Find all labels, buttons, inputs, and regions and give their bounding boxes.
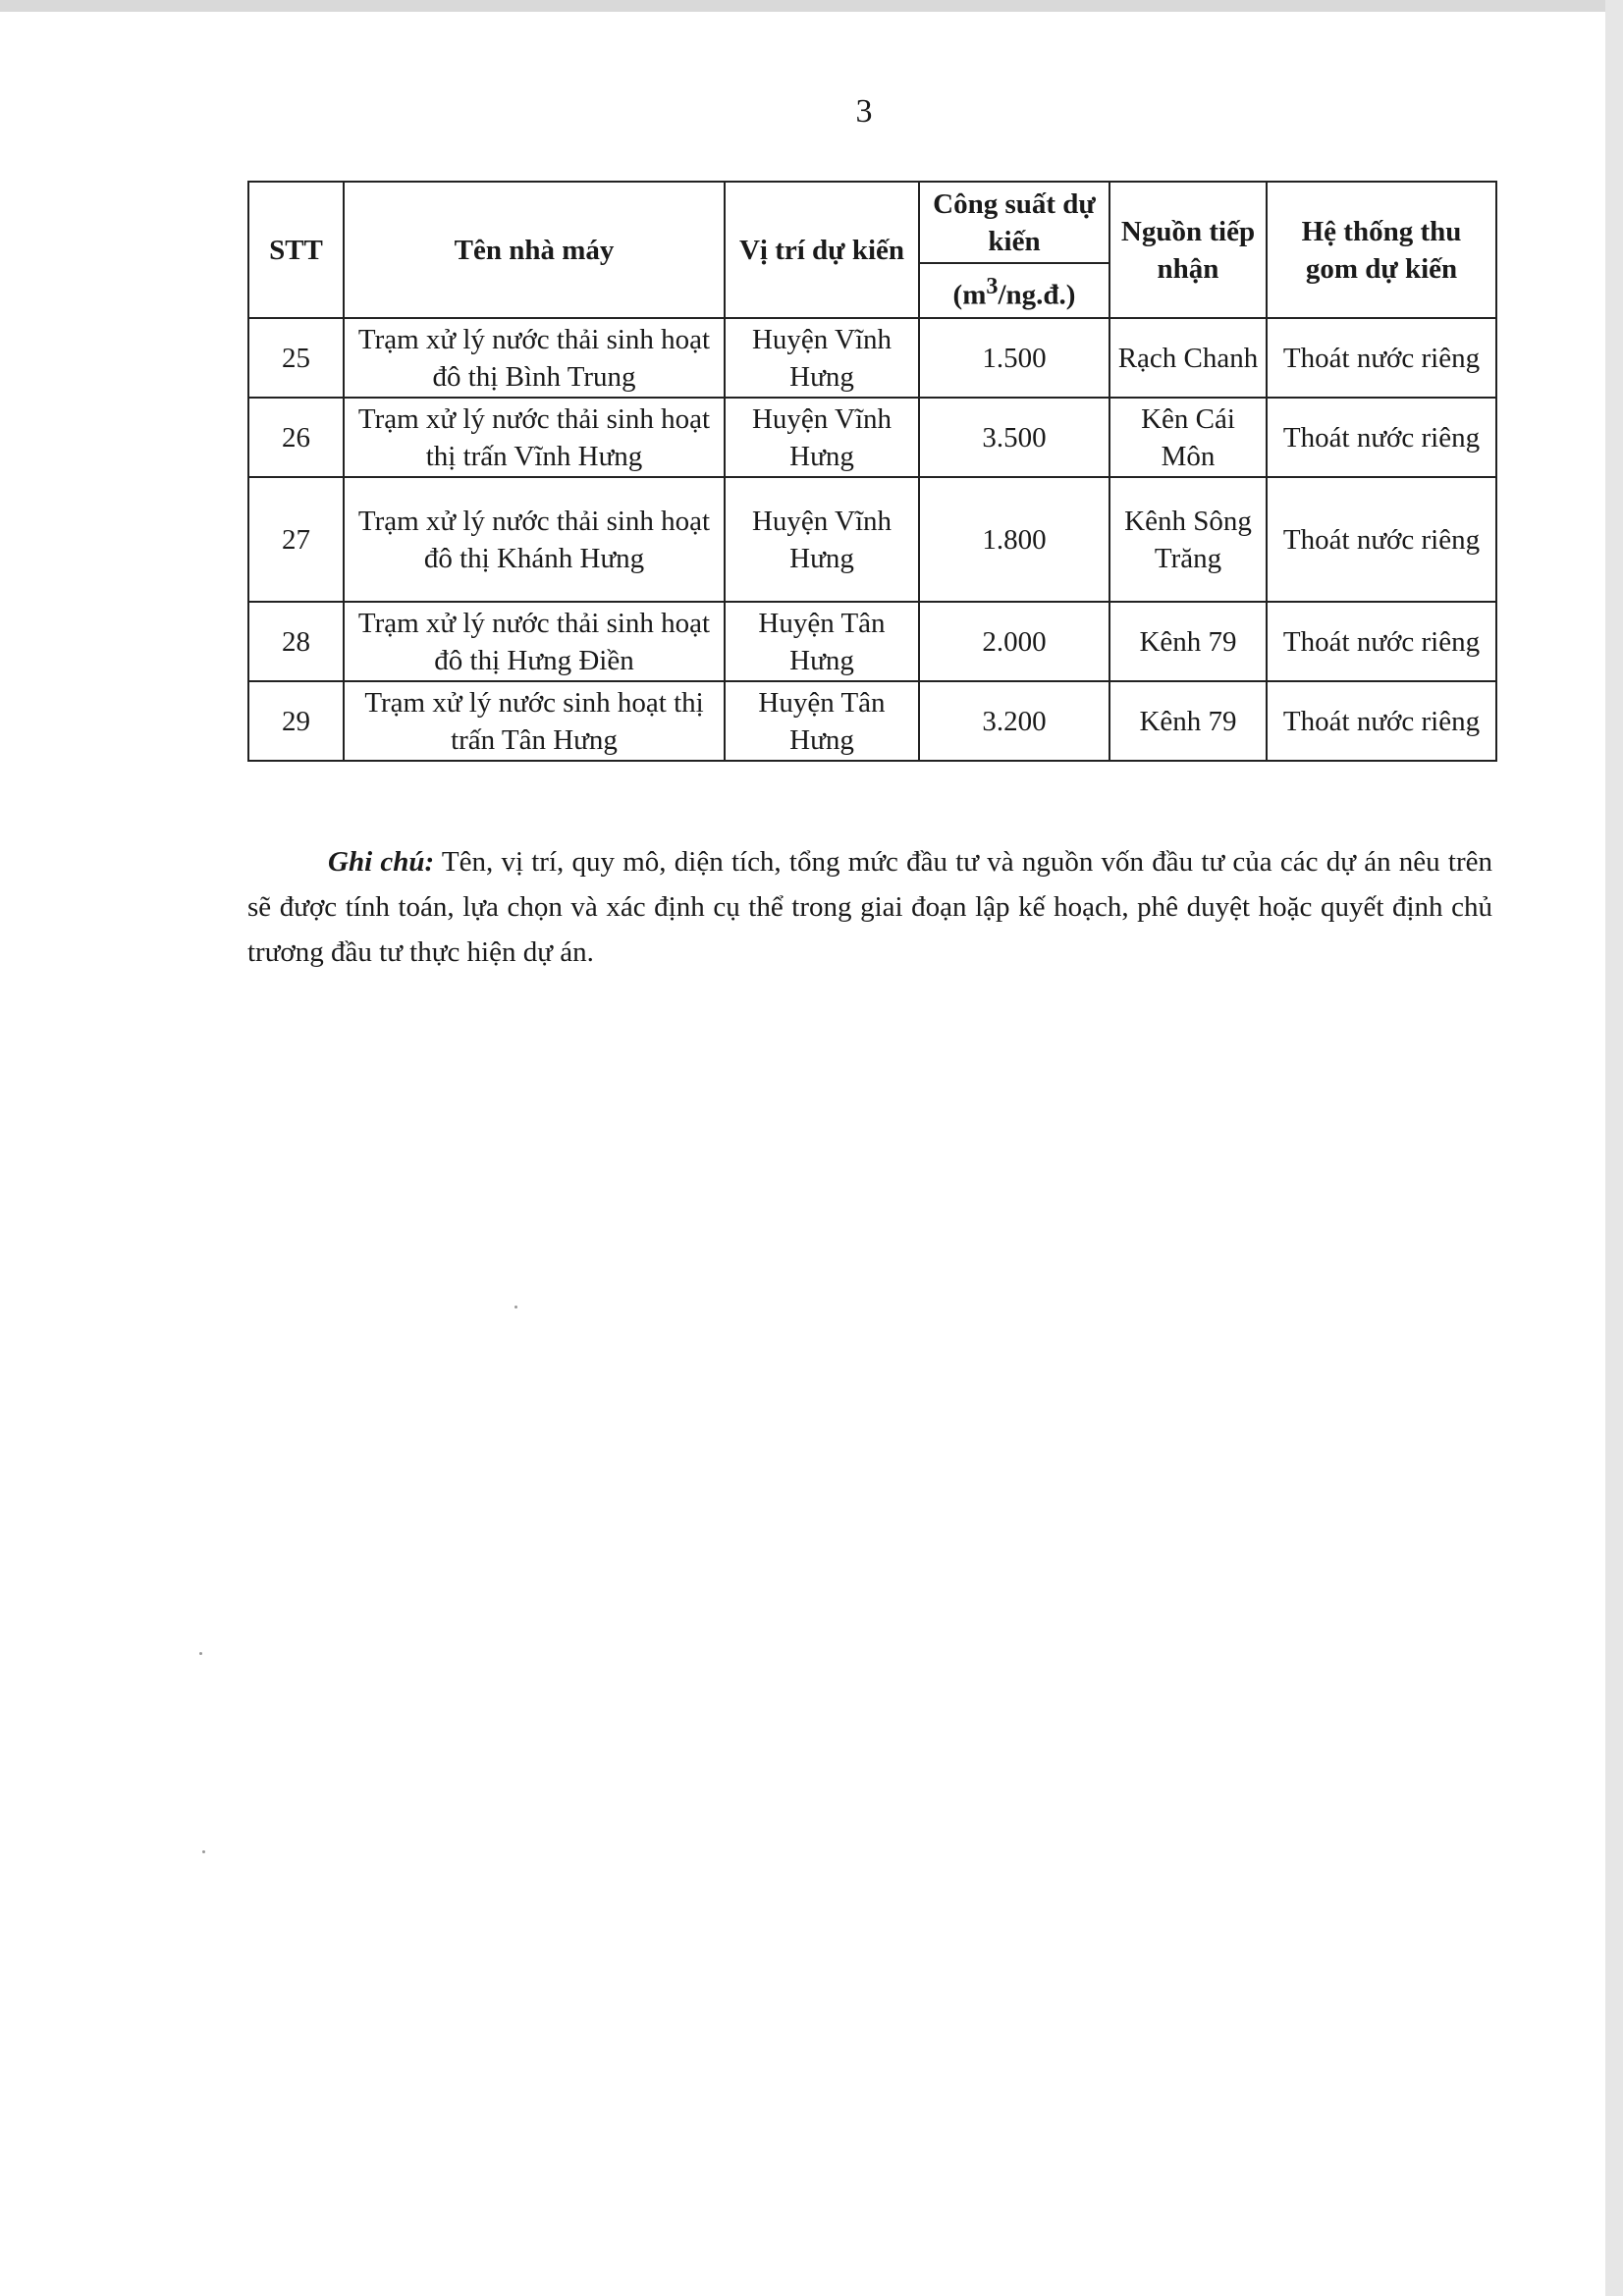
table-row [248, 477, 1496, 602]
wastewater-plant-table [247, 181, 1497, 762]
scan-edge-top [0, 0, 1623, 12]
header-location: Vị trí dự kiến [725, 182, 919, 318]
cell-collection-system: Thoát nước riêng [1267, 477, 1496, 602]
scan-speck [514, 1306, 517, 1308]
cell-stt: 29 [248, 681, 344, 761]
cell-location: Huyện Tân Hưng [725, 681, 919, 761]
cell-plant-name: Trạm xử lý nước thải sinh hoạt đô thị Hưng Điền [344, 602, 725, 681]
header-plant-name: Tên nhà máy [344, 182, 725, 318]
cell-plant-name: Trạm xử lý nước sinh hoạt thị trấn Tân Hưng [344, 681, 725, 761]
cell-capacity: 1.800 [919, 477, 1109, 602]
cell-receiving-source: Kênh 79 [1109, 602, 1267, 681]
cell-capacity: 3.200 [919, 681, 1109, 761]
cell-capacity: 3.500 [919, 398, 1109, 477]
cell-location: Huyện Vĩnh Hưng [725, 398, 919, 477]
scan-speck [202, 1850, 205, 1853]
cell-stt: 27 [248, 477, 344, 602]
header-capacity-unit: $(m^3/ng.đ.)$ [919, 263, 1109, 318]
header-collection-system: Hệ thống thu gom dự kiến [1267, 182, 1496, 318]
cell-stt: 26 [248, 398, 344, 477]
header-stt: STT [248, 182, 344, 318]
cell-location: Huyện Tân Hưng [725, 602, 919, 681]
cell-capacity: 2.000 [919, 602, 1109, 681]
cell-plant-name: Trạm xử lý nước thải sinh hoạt đô thị Khánh Hưng [344, 477, 725, 602]
cell-collection-system: Thoát nước riêng [1267, 318, 1496, 398]
cell-collection-system: Thoát nước riêng [1267, 602, 1496, 681]
cell-receiving-source: Kênh Sông Trăng [1109, 477, 1267, 602]
cell-stt: 25 [248, 318, 344, 398]
cell-receiving-source: Rạch Chanh [1109, 318, 1267, 398]
header-receiving-source: Nguồn tiếp nhận [1109, 182, 1267, 318]
cell-receiving-source: Kênh 79 [1109, 681, 1267, 761]
note-label: Ghi chú: [328, 846, 435, 878]
page-number: 3 [855, 93, 873, 130]
table-row [248, 398, 1496, 477]
cell-capacity: 1.500 [919, 318, 1109, 398]
scan-speck [199, 1652, 202, 1655]
cell-plant-name: Trạm xử lý nước thải sinh hoạt thị trấn Vĩnh Hưng [344, 398, 725, 477]
table-row [248, 602, 1496, 681]
table-row [248, 318, 1496, 398]
cell-receiving-source: Kên Cái Môn [1109, 398, 1267, 477]
cell-location: Huyện Vĩnh Hưng [725, 318, 919, 398]
cell-plant-name: Trạm xử lý nước thải sinh hoạt đô thị Bình Trung [344, 318, 725, 398]
cell-collection-system: Thoát nước riêng [1267, 398, 1496, 477]
cell-location: Huyện Vĩnh Hưng [725, 477, 919, 602]
scan-edge-right [1605, 0, 1623, 2296]
header-capacity: Công suất dự kiến [919, 182, 1109, 263]
table-row [248, 681, 1496, 761]
note-paragraph [247, 839, 1492, 975]
cell-stt: 28 [248, 602, 344, 681]
note-text: Tên, vị trí, quy mô, diện tích, tổng mức đầu tư và nguồn vốn đầu tư của các dự án nêu trên sẽ được tính toán, lựa chọn và xác định cụ thể trong giai đoạn lập kế hoạch, phê duyệt hoặc quyết định chủ trương đầu tư thực hiện dự án. [247, 846, 1492, 968]
cell-collection-system: Thoát nước riêng [1267, 681, 1496, 761]
